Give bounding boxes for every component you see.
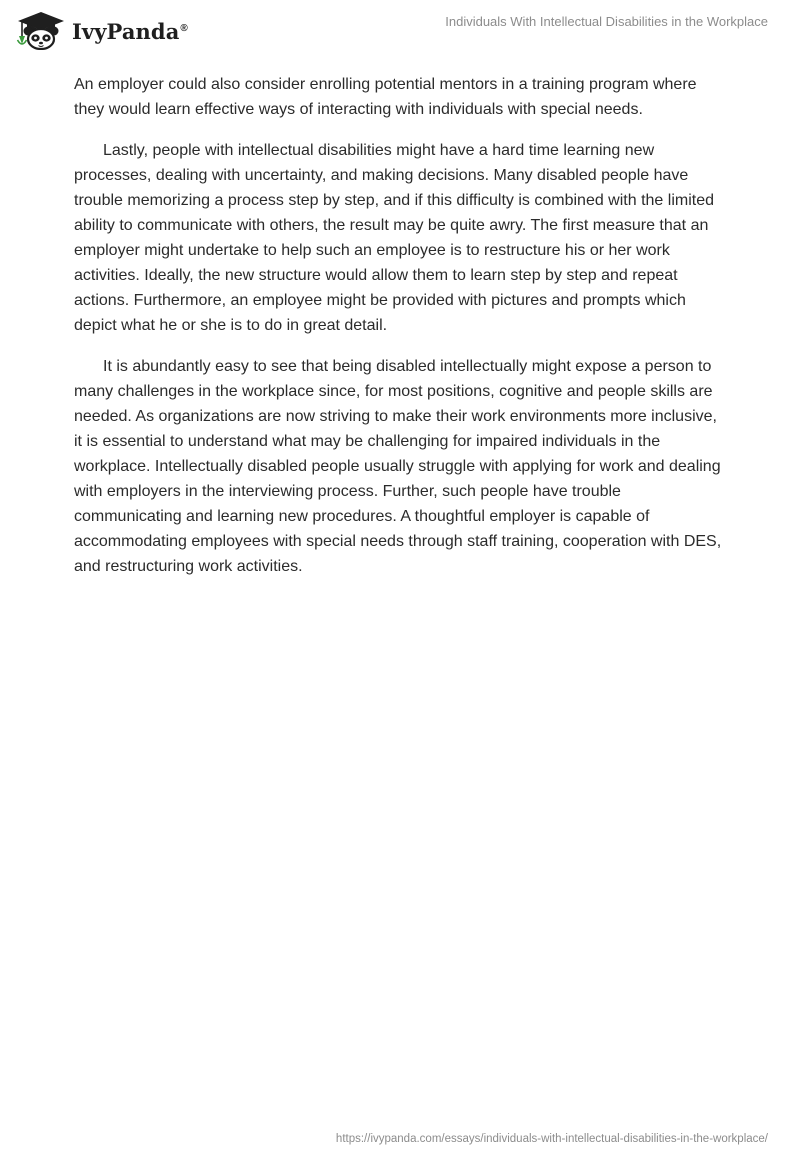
document-title: Individuals With Intellectual Disabilities in the Workplace	[445, 14, 768, 29]
source-url[interactable]: https://ivypanda.com/essays/individuals-with-intellectual-disabilities-in-the-workplace/	[335, 1133, 768, 1145]
panda-graduate-icon	[14, 10, 66, 50]
page-header	[0, 0, 800, 60]
paragraph-conclusion: It is abundantly easy to see that being disabled intellectually might expose a person to many challenges in the workplace since, for most positions, cognitive and people skills are needed. As organizations are now striving to make their work environments more inclusive, it is essential to understand what may be challenging for impaired individuals in the workplace. Intellectually disabled people usually struggle with applying for work and dealing with employers in the interviewing process. Further, such people have trouble communicating and learning new procedures. A thoughtful employer is capable of accommodating employees with special needs through staff training, cooperation with DES, and restructuring work activities.	[74, 358, 722, 575]
logo-name: IvyPanda	[72, 18, 180, 44]
essay-content	[74, 72, 728, 595]
ivypanda-logo[interactable]	[14, 8, 188, 52]
paragraph-lastly: Lastly, people with intellectual disabilities might have a hard time learning new processes, dealing with uncertainty, and making decisions. Many disabled people have trouble memorizing a process step by step, and if this difficulty is combined with the limited ability to communicate with others, the result may be quite awry. The first measure that an employer might undertake to help such an employee is to restructure his or her work activities. Ideally, the new structure would allow them to learn step by step and repeat actions. Furthermore, an employee might be provided with pictures and prompts which depict what he or she is to do in great detail.	[74, 142, 714, 334]
logo-wordmark	[72, 19, 188, 44]
paragraph-continuation: An employer could also consider enrolling potential mentors in a training program where they would learn effective ways of interacting with individuals with special needs.	[74, 76, 697, 118]
registered-mark: ®	[180, 22, 188, 34]
